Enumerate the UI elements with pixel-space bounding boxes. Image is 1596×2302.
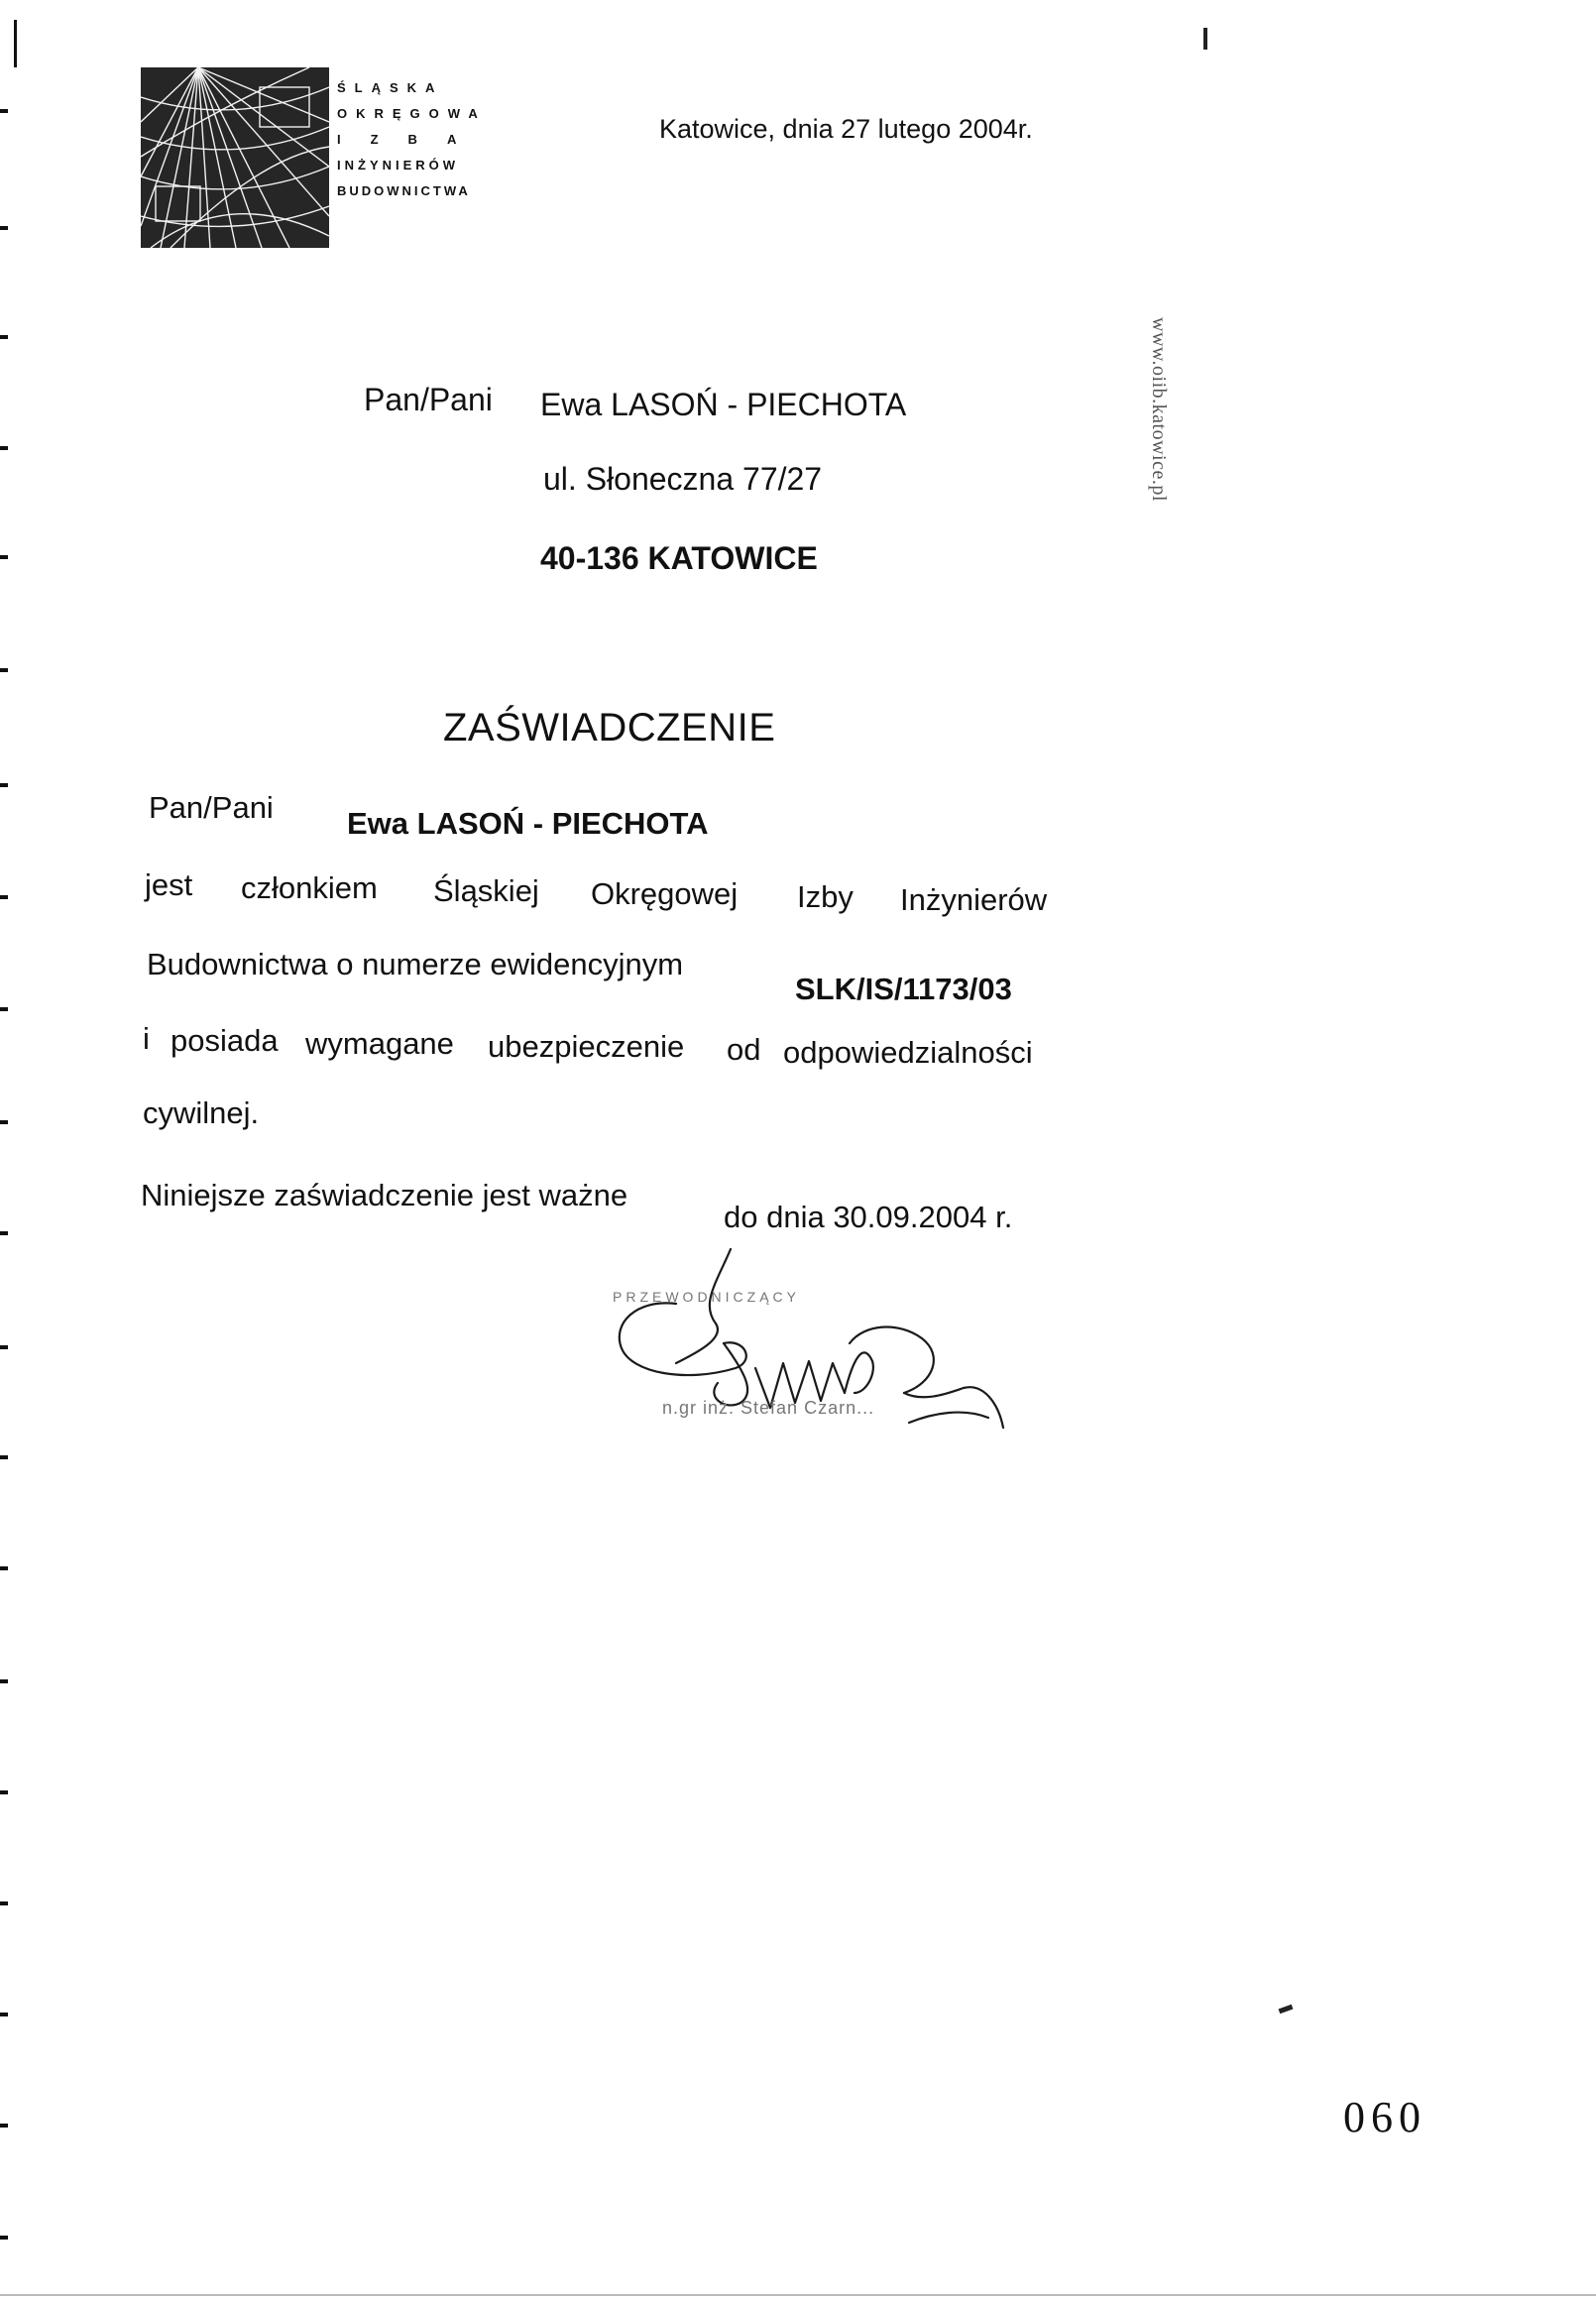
body-word: od — [727, 1032, 761, 1067]
punch-mark — [0, 1566, 8, 1570]
body-word: jest — [145, 867, 193, 902]
punch-mark — [0, 1345, 8, 1349]
punch-mark — [0, 1231, 8, 1235]
body-word: Okręgowej — [591, 876, 739, 911]
address-name: Ewa LASOŃ - PIECHOTA — [540, 387, 907, 422]
body-word: posiada — [171, 1023, 279, 1058]
logo-line: BUDOWNICTWA — [337, 183, 471, 198]
document-title: ZAŚWIADCZENIE — [443, 706, 776, 749]
address-city: 40-136 KATOWICE — [540, 540, 818, 576]
punch-mark — [0, 109, 8, 113]
punch-mark — [0, 226, 8, 230]
body-word: wymagane — [305, 1026, 454, 1061]
logo-line: ŚLĄSKA — [337, 80, 444, 95]
page-number: 060 — [1343, 2093, 1426, 2141]
punch-mark — [0, 446, 8, 450]
punch-mark — [0, 1901, 8, 1905]
address-street: ul. Słoneczna 77/27 — [543, 461, 823, 497]
punch-mark — [0, 895, 8, 899]
scan-edge-mark — [14, 20, 17, 67]
scan-artifact — [1279, 2005, 1294, 2014]
punch-mark — [0, 668, 8, 672]
punch-mark — [0, 1790, 8, 1794]
body-word: członkiem — [241, 870, 378, 905]
punch-mark — [0, 1679, 8, 1683]
logo-line: INŻYNIERÓW — [337, 158, 460, 173]
scan-artifact — [1203, 28, 1207, 50]
body-word: Inżynierów — [900, 882, 1048, 917]
signature-stamp-text: PRZEWODNICZĄCY — [613, 1289, 800, 1305]
body-word: ubezpieczenie — [488, 1029, 685, 1064]
organization-name — [337, 75, 487, 204]
punch-mark — [0, 2013, 8, 2016]
body-word: i — [143, 1021, 150, 1056]
validity-text: Niniejsze zaświadczenie jest ważne — [141, 1178, 628, 1212]
validity-date: do dnia 30.09.2004 r. — [724, 1200, 1013, 1234]
body-line: cywilnej. — [143, 1095, 260, 1130]
punch-mark — [0, 2236, 8, 2240]
document-date: Katowice, dnia 27 lutego 2004r. — [659, 114, 1033, 144]
punch-mark — [0, 1455, 8, 1459]
body-salutation: Pan/Pani — [149, 790, 274, 825]
punch-mark — [0, 555, 8, 559]
punch-mark — [0, 1120, 8, 1124]
signatory-name: n.gr inż. Stefan Czarn... — [662, 1398, 875, 1418]
scan-bottom-edge — [0, 2294, 1596, 2296]
punch-mark — [0, 335, 8, 339]
address-salutation: Pan/Pani — [364, 382, 493, 417]
punch-mark — [0, 2124, 8, 2128]
body-word: Izby — [797, 879, 854, 914]
punch-mark — [0, 1007, 8, 1011]
side-vertical-text: www.oiib.katowice.pl — [1148, 317, 1170, 502]
body-word: Śląskiej — [433, 873, 539, 908]
logo-line: IZBA — [337, 132, 487, 147]
logo-line: OKRĘGOWA — [337, 106, 487, 121]
body-word: odpowiedzialności — [783, 1035, 1033, 1070]
sloiib-logo-icon — [141, 67, 329, 248]
member-name: Ewa LASOŃ - PIECHOTA — [347, 806, 709, 841]
registration-number: SLK/IS/1173/03 — [795, 972, 1012, 1006]
body-line: Budownictwa o numerze ewidencyjnym — [147, 947, 684, 981]
punch-mark — [0, 783, 8, 787]
